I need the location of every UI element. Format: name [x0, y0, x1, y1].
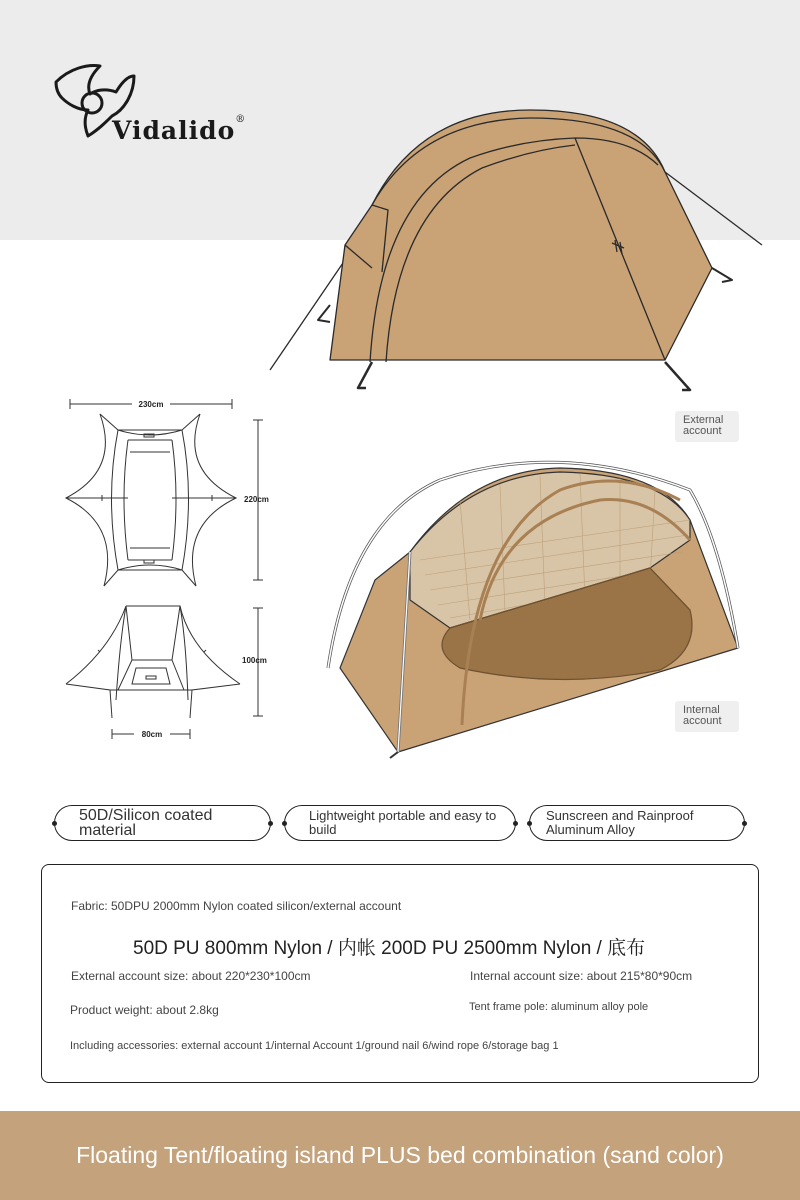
spec-external-size: External account size: about 220*230*100cm: [71, 969, 311, 983]
spec-accessories: Including accessories: external account 1/internal Account 1/ground nail 6/wind rope 6/storage bag 1: [70, 1040, 559, 1052]
side-view-diagram: [66, 606, 263, 739]
dimension-label-outer-width: 230cm: [138, 400, 164, 409]
brand-name: Vidalido®: [112, 114, 247, 145]
tag-external-account: External account: [675, 411, 739, 442]
spec-frame-pole: Tent frame pole: aluminum alloy pole: [469, 1001, 649, 1013]
specification-box: [41, 864, 759, 1083]
feature-pill-portable: Lightweight portable and easy to build: [284, 805, 516, 841]
external-tent-illustration: [270, 110, 762, 390]
spec-internal-size: Internal account size: about 215*80*90cm: [470, 969, 693, 983]
footer-title: Floating Tent/floating island PLUS bed combination (sand color): [76, 1142, 724, 1168]
footer-banner: [0, 1111, 800, 1200]
dimension-label-outer-depth: 220cm: [244, 495, 269, 504]
spec-materials: 50D PU 800mm Nylon / 内帐 200D PU 2500mm Nylon / 底布: [133, 938, 646, 959]
top-view-diagram: [66, 399, 263, 586]
feature-pill-material: 50D/Silicon coated material: [54, 805, 271, 841]
dimension-label-inner-height: 100cm: [242, 656, 267, 665]
spec-fabric: Fabric: 50DPU 2000mm Nylon coated silicon/external account: [71, 899, 402, 913]
feature-pill-sunscreen: Sunscreen and Rainproof Aluminum Alloy: [529, 805, 745, 841]
spec-weight: Product weight: about 2.8kg: [70, 1003, 219, 1017]
tag-internal-account: Internal account: [675, 701, 739, 732]
dimension-label-inner-width: 80cm: [141, 730, 163, 739]
